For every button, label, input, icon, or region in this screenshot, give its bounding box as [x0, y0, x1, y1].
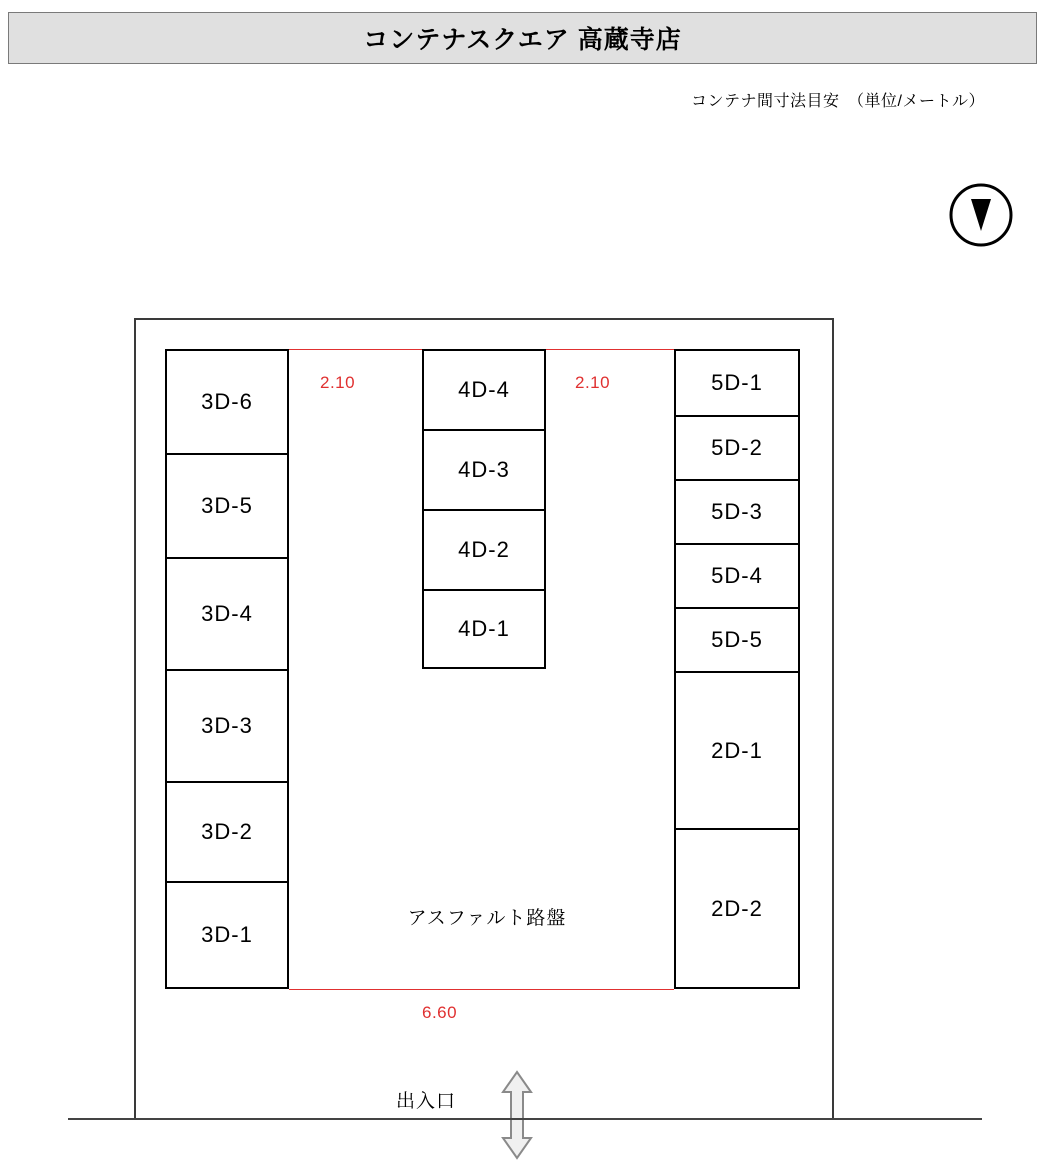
container-unit[interactable]: 2D-2: [711, 895, 763, 921]
north-arrow-icon: [949, 183, 1013, 247]
container-unit[interactable]: 4D-1: [458, 616, 510, 641]
container-unit[interactable]: 3D-6: [167, 351, 287, 455]
container-unit[interactable]: 3D-3: [167, 671, 287, 783]
dimension-note: コンテナ間寸法目安 （単位/メートル）: [691, 93, 985, 110]
center-container-column: [422, 349, 546, 669]
double-arrow-icon: [496, 1070, 538, 1160]
dimension-line-top-right: [546, 349, 674, 350]
entrance-label: 出入口: [396, 1091, 457, 1112]
dimension-line-top-left: [289, 349, 422, 350]
page-title-bar: [8, 12, 1037, 64]
right-container-column: [674, 349, 800, 989]
container-unit[interactable]: 5D-3: [676, 481, 798, 545]
container-unit[interactable]: 5D-4: [676, 545, 798, 609]
container-unit[interactable]: 3D-5: [167, 455, 287, 559]
page-title: コンテナスクエア 高蔵寺店: [363, 26, 682, 54]
asphalt-surface-label: アスファルト路盤: [407, 908, 567, 929]
container-unit[interactable]: 4D-3: [424, 431, 544, 511]
container-unit[interactable]: 4D-4: [424, 351, 544, 431]
container-unit[interactable]: 2D-1: [676, 673, 798, 830]
dimension-label-right-aisle: 2.10: [575, 373, 611, 392]
container-unit[interactable]: 5D-5: [676, 609, 798, 673]
dimension-label-bottom-aisle: 6.60: [422, 1003, 458, 1022]
dimension-label-left-aisle: 2.10: [320, 373, 356, 392]
dimension-line-bottom: [289, 989, 674, 990]
container-unit[interactable]: 4D-2: [424, 511, 544, 591]
container-unit[interactable]: 5D-1: [676, 351, 798, 417]
container-unit[interactable]: 5D-2: [676, 417, 798, 481]
site-plan: [134, 318, 834, 1118]
left-container-column: [165, 349, 289, 989]
container-unit[interactable]: 3D-1: [201, 922, 253, 947]
container-unit[interactable]: 3D-4: [167, 559, 287, 671]
street-line: [68, 1118, 982, 1120]
container-unit[interactable]: 3D-2: [167, 783, 287, 883]
